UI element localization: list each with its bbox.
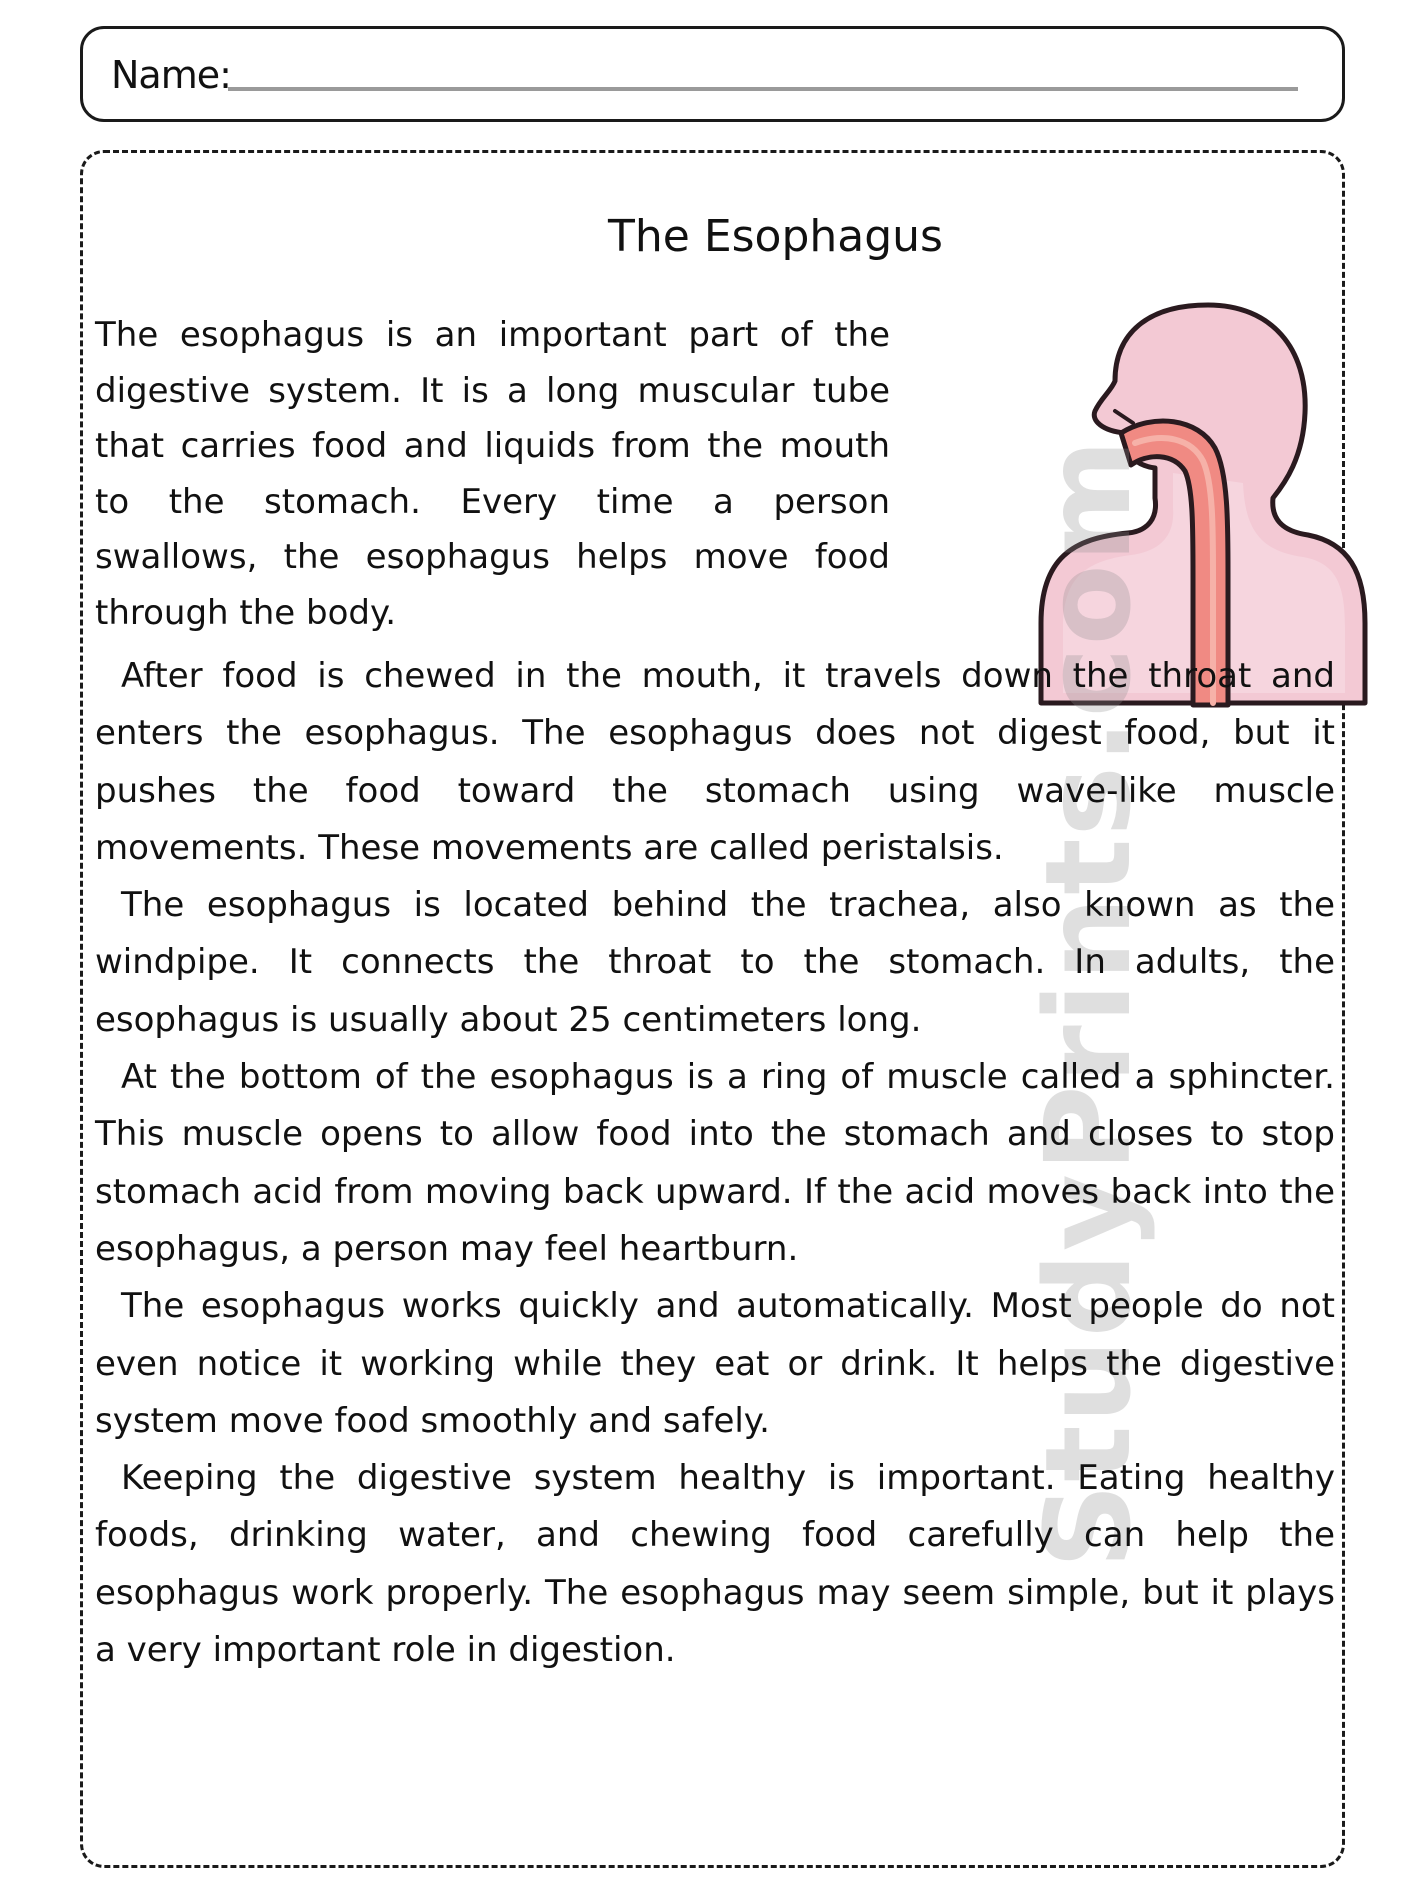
intro-paragraph: The esophagus is an important part of the digestive system. It is a long muscular tube that carries food and liquids from the mouth to the stomach. Every time a person swallows, the esophagus helps move food through the body.: [95, 315, 890, 633]
paragraph-location: The esophagus is located behind the trachea, also known as the windpipe. It connects the throat to the stomach. In adults, the esophagus is usually about 25 centimeters long.: [95, 885, 1335, 1040]
article-body: [95, 648, 1335, 1679]
paragraph-peristalsis: After food is chewed in the mouth, it travels down the throat and enters the esophagus. The esophagus does not digest food, but it pushes the food toward the stomach using wave-like muscle movements. These movements are called peristalsis.: [95, 656, 1335, 868]
reading-passage-box: [80, 150, 1345, 1868]
paragraph-health: Keeping the digestive system healthy is important. Eating healthy foods, drinking water, and chewing food carefully can help the esophagus work properly. The esophagus may seem simple, but it plays a very important role in digestion.: [95, 1458, 1335, 1671]
paragraph-automatic: The esophagus works quickly and automatically. Most people do not even notice it working while they eat or drink. It helps the digestive system move food smoothly and safely.: [95, 1286, 1335, 1441]
name-box: [80, 26, 1345, 122]
name-line[interactable]: [228, 87, 1298, 91]
page-title: The Esophagus: [608, 211, 943, 262]
watermark-text: StudyPrints.com: [1019, 437, 1157, 1569]
paragraph-sphincter: At the bottom of the esophagus is a ring of muscle called a sphincter. This muscle opens to allow food into the stomach and closes to stop stomach acid from moving back upward. If the acid moves back into the esophagus, a person may feel heartburn.: [95, 1057, 1335, 1269]
name-label: Name:: [111, 53, 231, 97]
